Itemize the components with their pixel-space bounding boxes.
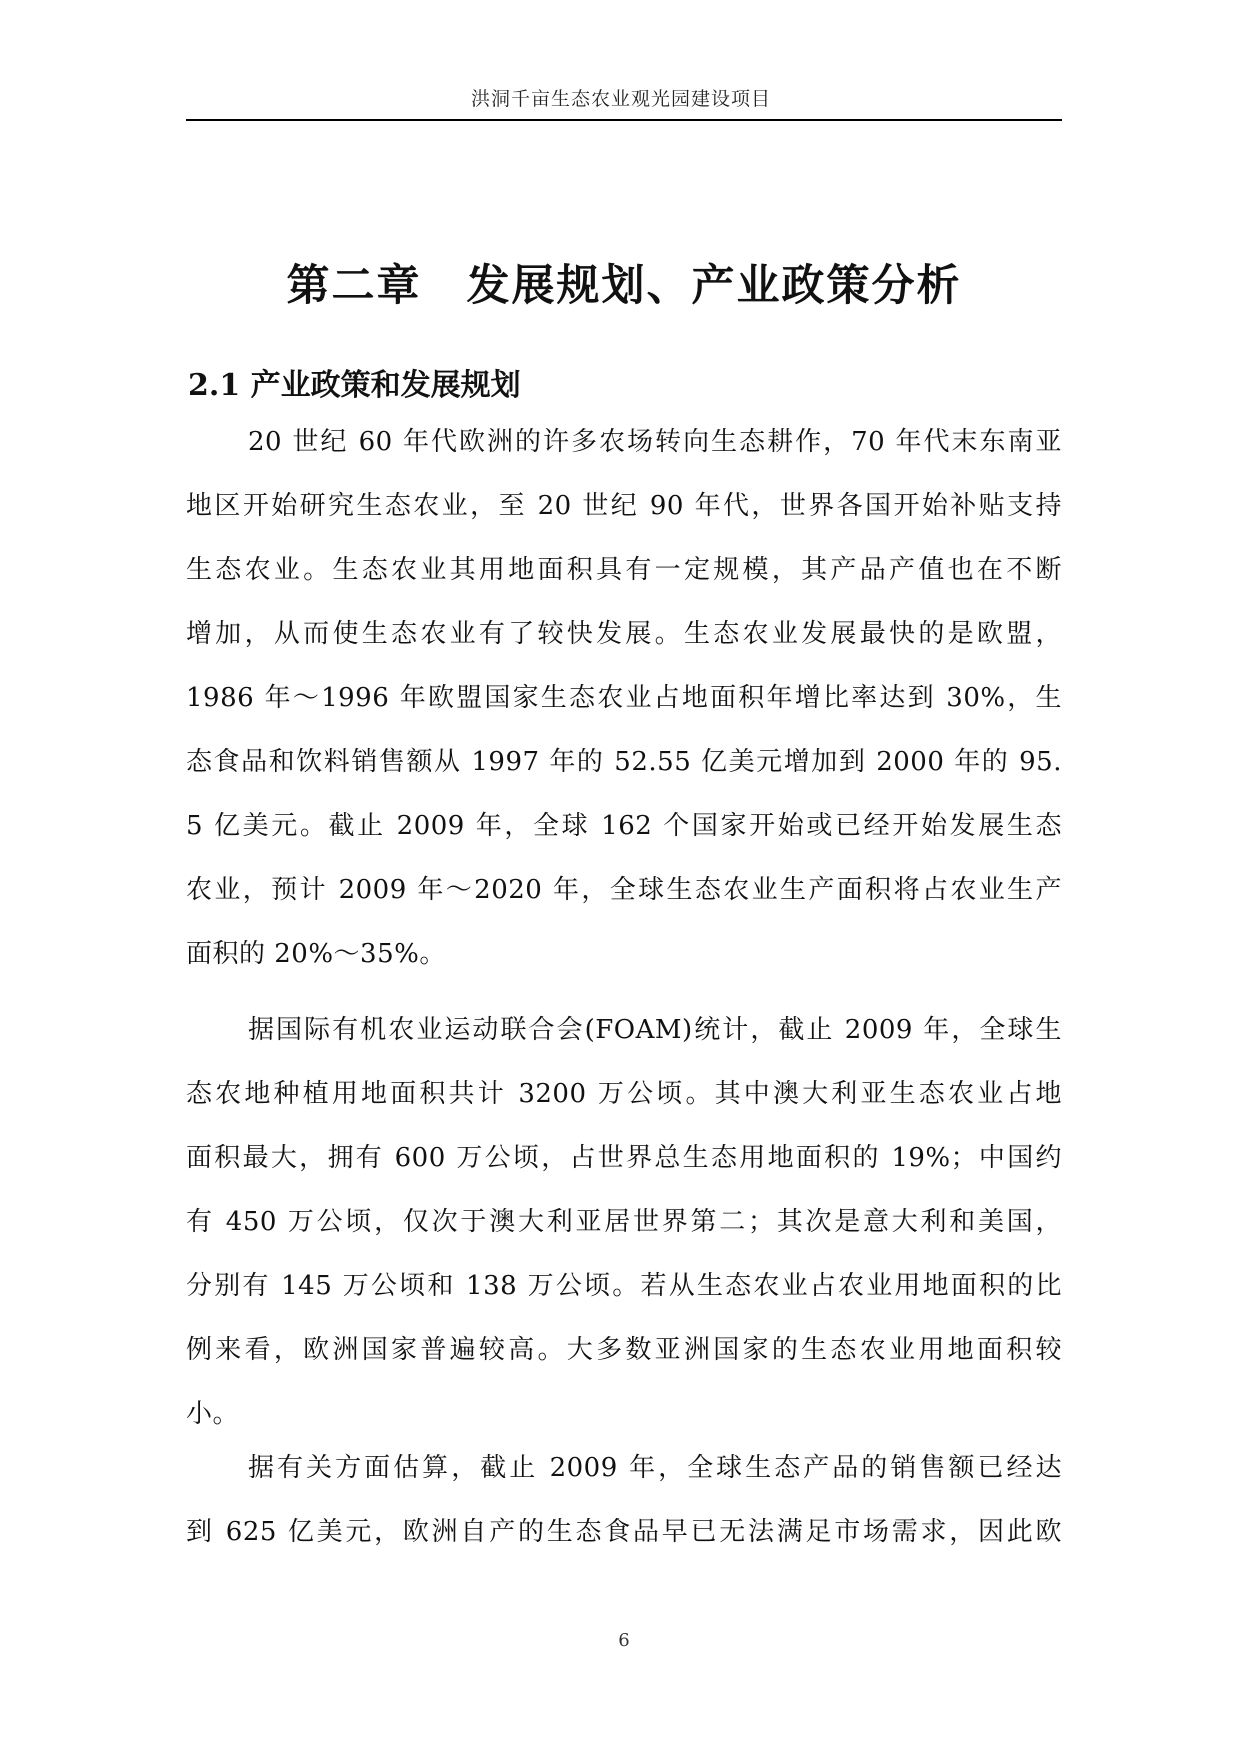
paragraph-3 — [186, 1436, 1062, 1564]
running-header: 洪洞千亩生态农业观光园建设项目 — [470, 88, 771, 110]
paragraph-line: 农业，预计 2009 年～2020 年，全球生态农业生产面积将占农业生产 — [186, 875, 1062, 905]
paragraph-line: 1986 年～1996 年欧盟国家生态农业占地面积年增比率达到 30%，生 — [186, 683, 1062, 713]
paragraph-line: 面积最大，拥有 600 万公顷，占世界总生态用地面积的 19%；中国约 — [186, 1143, 1062, 1173]
paragraph-line: 增加，从而使生态农业有了较快发展。生态农业发展最快的是欧盟， — [186, 619, 1062, 649]
paragraph-1 — [186, 410, 1062, 986]
paragraph-line: 分别有 145 万公顷和 138 万公顷。若从生态农业占农业用地面积的比 — [186, 1271, 1062, 1301]
chapter-title: 第二章 发展规划、产业政策分析 — [286, 261, 962, 311]
paragraph-line: 态农地种植用地面积共计 3200 万公顷。其中澳大利亚生态农业占地 — [186, 1079, 1062, 1109]
page-number: 6 — [618, 1630, 630, 1651]
paragraph-line: 生态农业。生态农业其用地面积具有一定规模，其产品产值也在不断 — [186, 555, 1062, 585]
paragraph-line: 5 亿美元。截止 2009 年，全球 162 个国家开始或已经开始发展生态 — [186, 811, 1062, 841]
paragraph-line: 态食品和饮料销售额从 1997 年的 52.55 亿美元增加到 2000 年的 95. — [186, 747, 1062, 777]
paragraph-line: 例来看，欧洲国家普遍较高。大多数亚洲国家的生态农业用地面积较 — [186, 1335, 1062, 1365]
paragraph-line: 20 世纪 60 年代欧洲的许多农场转向生态耕作，70 年代末东南亚 — [248, 427, 1062, 457]
header-rule — [186, 119, 1062, 121]
paragraph-2 — [186, 998, 1062, 1446]
paragraph-line: 据国际有机农业运动联合会(FOAM)统计，截止 2009 年，全球生 — [248, 1015, 1062, 1045]
paragraph-line: 地区开始研究生态农业，至 20 世纪 90 年代，世界各国开始补贴支持 — [186, 491, 1062, 521]
paragraph-line: 有 450 万公顷，仅次于澳大利亚居世界第二；其次是意大利和美国， — [186, 1207, 1062, 1237]
paragraph-line: 到 625 亿美元，欧洲自产的生态食品早已无法满足市场需求，因此欧 — [186, 1517, 1062, 1547]
paragraph-line: 据有关方面估算，截止 2009 年，全球生态产品的销售额已经达 — [248, 1453, 1062, 1483]
section-title: 2.1 产业政策和发展规划 — [188, 368, 521, 403]
paragraph-line: 面积的 20%～35%。 — [186, 939, 446, 969]
paragraph-line: 小。 — [186, 1399, 240, 1429]
